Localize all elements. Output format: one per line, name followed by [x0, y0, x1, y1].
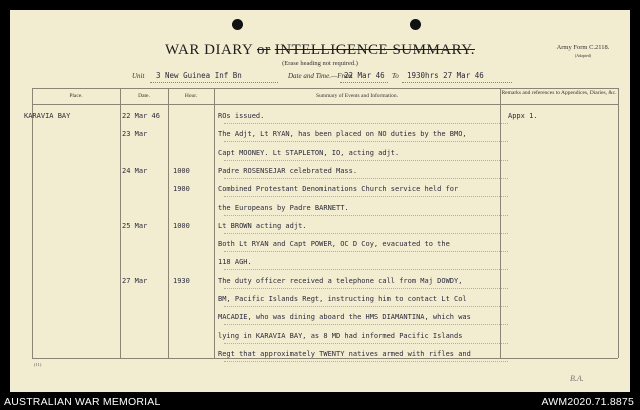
- to-value: 1930hrs 27 Mar 46: [407, 71, 484, 80]
- erase-note: (Erase heading not required.): [282, 60, 358, 67]
- footnote: (11): [34, 362, 42, 367]
- ruled-line: [224, 160, 508, 161]
- entry-text: Regt that approximately TWENTY natives armed with rifles and: [218, 349, 471, 358]
- archive-caption: AUSTRALIAN WAR MEMORIAL: [4, 396, 161, 408]
- entry-date: 23 Mar: [122, 130, 148, 139]
- entry-place: KARAVIA BAY: [24, 112, 71, 120]
- column-header-remarks: Remarks and references to Appendices, Diaries, &c.: [501, 90, 617, 96]
- entry-date: 24 Mar: [122, 166, 148, 175]
- divider: [402, 82, 512, 83]
- ruled-line: [224, 178, 508, 179]
- column-rule: [214, 88, 215, 358]
- entry-text: ROs issued.: [218, 112, 265, 120]
- ruled-line: [224, 288, 508, 289]
- column-rule: [500, 88, 501, 358]
- to-label: To: [392, 72, 399, 80]
- column-header-summary: Summary of Events and Information.: [315, 93, 399, 99]
- entry-hour: 1000: [173, 166, 190, 175]
- army-form-number: Army Form C.2118. (Adapted): [556, 44, 610, 58]
- ruled-line: [224, 196, 508, 197]
- column-rule: [168, 88, 169, 358]
- entry-date: 22 Mar 46: [122, 112, 160, 120]
- ruled-line: [224, 251, 508, 252]
- column-header-hour: Hour.: [184, 93, 198, 99]
- entry-remarks: Appx 1.: [508, 112, 538, 120]
- entry-text: Both Lt RYAN and Capt POWER, OC D Coy, evacuated to the: [218, 240, 450, 249]
- entry-text: the Europeans by Padre BARNETT.: [218, 203, 349, 212]
- entry-text: Capt MOONEY. Lt STAPLETON, IO, acting adjt.: [218, 148, 400, 157]
- punch-hole: [232, 19, 243, 30]
- entry-text: Lt BROWN acting adjt.: [218, 221, 307, 230]
- punch-hole: [410, 19, 421, 30]
- entry-hour: 1930: [173, 276, 190, 285]
- column-header-date: Date.: [138, 93, 150, 99]
- divider: [150, 82, 278, 83]
- column-rule: [32, 88, 33, 358]
- entry-text: Combined Protestant Denominations Church service held for: [218, 185, 459, 194]
- entry-text: lying in KARAVIA BAY, as 8 MD had informed Pacific Islands: [218, 331, 463, 340]
- entry-date: 27 Mar: [122, 276, 148, 285]
- column-header-place: Place.: [69, 93, 83, 99]
- ruled-line: [224, 233, 508, 234]
- ruled-line: [224, 215, 508, 216]
- date-label: Date and Time.—From: [288, 72, 353, 80]
- entry-hour: 1900: [173, 185, 190, 194]
- entry-text: Padre ROSENSEJAR celebrated Mass.: [218, 166, 358, 175]
- entry-text: MACADIE, who was dining aboard the HMS DIAMANTINA, which was: [218, 313, 471, 322]
- entry-text: The Adjt, Lt RYAN, has been placed on NO duties by the BMO,: [218, 130, 467, 139]
- ruled-line: [224, 343, 508, 344]
- entry-hour: 1000: [173, 221, 190, 230]
- page-title: WAR DIARY or INTELLIGENCE SUMMARY.: [165, 42, 475, 58]
- archive-reference: AWM2020.71.8875: [541, 396, 634, 408]
- ruled-line: [224, 123, 508, 124]
- unit-value: 3 New Guinea Inf Bn: [156, 71, 242, 80]
- ruled-line: [224, 361, 508, 362]
- from-value: 22 Mar 46: [344, 71, 385, 80]
- entry-text: BM, Pacific Islands Regt, instructing him to contact Lt Col: [218, 295, 467, 303]
- entry-text: The duty officer received a telephone call from Maj DOWDY,: [218, 276, 463, 285]
- ruled-line: [224, 269, 508, 270]
- ruled-line: [224, 141, 508, 142]
- initials: B.A.: [570, 374, 584, 383]
- column-rule: [618, 88, 619, 358]
- entry-date: 25 Mar: [122, 221, 148, 230]
- entry-text: 118 AGH.: [218, 258, 252, 267]
- ruled-line: [224, 306, 508, 307]
- ruled-line: [224, 324, 508, 325]
- diary-page: [10, 10, 630, 392]
- divider: [340, 82, 388, 83]
- unit-label: Unit: [132, 72, 145, 80]
- column-rule: [120, 88, 121, 358]
